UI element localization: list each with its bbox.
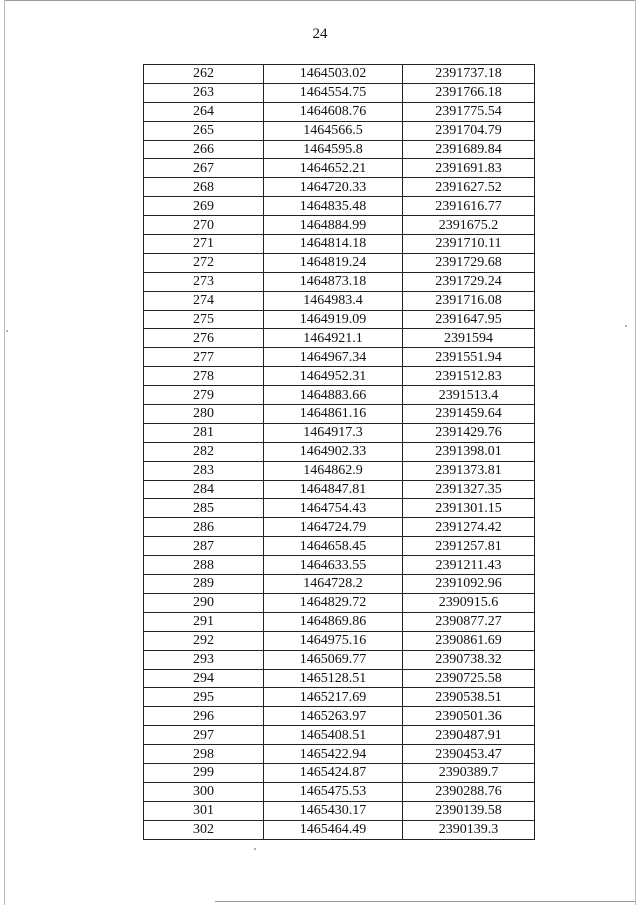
x-coordinate-cell: 1464873.18	[264, 272, 403, 291]
x-coordinate-cell: 1464983.4	[264, 291, 403, 310]
x-coordinate-cell: 1465408.51	[264, 726, 403, 745]
point-number-cell: 283	[144, 461, 264, 480]
point-number-cell: 301	[144, 801, 264, 820]
point-number-cell: 262	[144, 65, 264, 84]
table-row	[144, 405, 535, 424]
x-coordinate-cell: 1465128.51	[264, 669, 403, 688]
y-coordinate-cell: 2390861.69	[403, 631, 535, 650]
table-row	[144, 178, 535, 197]
point-number-cell: 278	[144, 367, 264, 386]
x-coordinate-cell: 1465217.69	[264, 688, 403, 707]
point-number-cell: 281	[144, 423, 264, 442]
point-number-cell: 267	[144, 159, 264, 178]
table-row	[144, 235, 535, 254]
y-coordinate-cell: 2390487.91	[403, 726, 535, 745]
point-number-cell: 292	[144, 631, 264, 650]
y-coordinate-cell: 2390915.6	[403, 593, 535, 612]
x-coordinate-cell: 1464724.79	[264, 518, 403, 537]
y-coordinate-cell: 2391775.54	[403, 102, 535, 121]
coordinates-table-body	[144, 65, 535, 840]
table-row	[144, 348, 535, 367]
x-coordinate-cell: 1465263.97	[264, 707, 403, 726]
point-number-cell: 272	[144, 253, 264, 272]
x-coordinate-cell: 1465422.94	[264, 745, 403, 764]
x-coordinate-cell: 1464861.16	[264, 405, 403, 424]
y-coordinate-cell: 2391459.64	[403, 405, 535, 424]
table-row	[144, 216, 535, 235]
point-number-cell: 274	[144, 291, 264, 310]
y-coordinate-cell: 2391274.42	[403, 518, 535, 537]
point-number-cell: 291	[144, 612, 264, 631]
page-border-top	[4, 0, 636, 1]
y-coordinate-cell: 2391716.08	[403, 291, 535, 310]
table-row	[144, 707, 535, 726]
table-row	[144, 121, 535, 140]
x-coordinate-cell: 1464967.34	[264, 348, 403, 367]
point-number-cell: 273	[144, 272, 264, 291]
x-coordinate-cell: 1464975.16	[264, 631, 403, 650]
y-coordinate-cell: 2390453.47	[403, 745, 535, 764]
table-row	[144, 159, 535, 178]
x-coordinate-cell: 1464503.02	[264, 65, 403, 84]
point-number-cell: 302	[144, 820, 264, 839]
x-coordinate-cell: 1464847.81	[264, 480, 403, 499]
table-row	[144, 745, 535, 764]
point-number-cell: 276	[144, 329, 264, 348]
table-row	[144, 688, 535, 707]
point-number-cell: 297	[144, 726, 264, 745]
point-number-cell: 288	[144, 556, 264, 575]
y-coordinate-cell: 2391729.68	[403, 253, 535, 272]
point-number-cell: 280	[144, 405, 264, 424]
y-coordinate-cell: 2391627.52	[403, 178, 535, 197]
x-coordinate-cell: 1465475.53	[264, 782, 403, 801]
y-coordinate-cell: 2391766.18	[403, 83, 535, 102]
x-coordinate-cell: 1464566.5	[264, 121, 403, 140]
coordinates-table	[143, 64, 535, 840]
y-coordinate-cell: 2391616.77	[403, 197, 535, 216]
y-coordinate-cell: 2390139.3	[403, 820, 535, 839]
y-coordinate-cell: 2391327.35	[403, 480, 535, 499]
point-number-cell: 298	[144, 745, 264, 764]
table-row	[144, 272, 535, 291]
y-coordinate-cell: 2391429.76	[403, 423, 535, 442]
x-coordinate-cell: 1464829.72	[264, 593, 403, 612]
y-coordinate-cell: 2391691.83	[403, 159, 535, 178]
x-coordinate-cell: 1465430.17	[264, 801, 403, 820]
x-coordinate-cell: 1464633.55	[264, 556, 403, 575]
table-row	[144, 253, 535, 272]
y-coordinate-cell: 2390288.76	[403, 782, 535, 801]
table-row	[144, 575, 535, 594]
table-row	[144, 423, 535, 442]
table-row	[144, 518, 535, 537]
point-number-cell: 275	[144, 310, 264, 329]
x-coordinate-cell: 1464883.66	[264, 386, 403, 405]
x-coordinate-cell: 1465069.77	[264, 650, 403, 669]
y-coordinate-cell: 2390725.58	[403, 669, 535, 688]
page-border-right	[635, 0, 636, 905]
table-row	[144, 197, 535, 216]
table-row	[144, 537, 535, 556]
table-row	[144, 726, 535, 745]
x-coordinate-cell: 1465464.49	[264, 820, 403, 839]
table-row	[144, 140, 535, 159]
x-coordinate-cell: 1464835.48	[264, 197, 403, 216]
y-coordinate-cell: 2390538.51	[403, 688, 535, 707]
table-row	[144, 820, 535, 839]
y-coordinate-cell: 2391737.18	[403, 65, 535, 84]
x-coordinate-cell: 1464720.33	[264, 178, 403, 197]
table-row	[144, 650, 535, 669]
table-row	[144, 612, 535, 631]
point-number-cell: 296	[144, 707, 264, 726]
page-border-bottom	[215, 901, 635, 902]
x-coordinate-cell: 1465424.87	[264, 763, 403, 782]
x-coordinate-cell: 1464595.8	[264, 140, 403, 159]
x-coordinate-cell: 1464917.3	[264, 423, 403, 442]
y-coordinate-cell: 2390501.36	[403, 707, 535, 726]
table-row	[144, 593, 535, 612]
table-row	[144, 386, 535, 405]
y-coordinate-cell: 2391704.79	[403, 121, 535, 140]
table-row	[144, 801, 535, 820]
y-coordinate-cell: 2391092.96	[403, 575, 535, 594]
point-number-cell: 294	[144, 669, 264, 688]
scan-speck	[6, 330, 8, 332]
y-coordinate-cell: 2391512.83	[403, 367, 535, 386]
page-border-left	[4, 0, 5, 905]
x-coordinate-cell: 1464884.99	[264, 216, 403, 235]
x-coordinate-cell: 1464814.18	[264, 235, 403, 254]
x-coordinate-cell: 1464652.21	[264, 159, 403, 178]
y-coordinate-cell: 2391689.84	[403, 140, 535, 159]
point-number-cell: 290	[144, 593, 264, 612]
y-coordinate-cell: 2390738.32	[403, 650, 535, 669]
table-row	[144, 83, 535, 102]
x-coordinate-cell: 1464554.75	[264, 83, 403, 102]
y-coordinate-cell: 2391710.11	[403, 235, 535, 254]
point-number-cell: 299	[144, 763, 264, 782]
point-number-cell: 282	[144, 442, 264, 461]
table-row	[144, 782, 535, 801]
y-coordinate-cell: 2391373.81	[403, 461, 535, 480]
point-number-cell: 286	[144, 518, 264, 537]
point-number-cell: 263	[144, 83, 264, 102]
y-coordinate-cell: 2390877.27	[403, 612, 535, 631]
x-coordinate-cell: 1464862.9	[264, 461, 403, 480]
y-coordinate-cell: 2391301.15	[403, 499, 535, 518]
x-coordinate-cell: 1464952.31	[264, 367, 403, 386]
table-row	[144, 631, 535, 650]
x-coordinate-cell: 1464869.86	[264, 612, 403, 631]
point-number-cell: 277	[144, 348, 264, 367]
x-coordinate-cell: 1464902.33	[264, 442, 403, 461]
point-number-cell: 266	[144, 140, 264, 159]
scan-speck	[625, 325, 627, 327]
scan-speck	[254, 848, 256, 850]
table-row	[144, 461, 535, 480]
point-number-cell: 268	[144, 178, 264, 197]
table-row	[144, 367, 535, 386]
point-number-cell: 279	[144, 386, 264, 405]
table-row	[144, 556, 535, 575]
point-number-cell: 270	[144, 216, 264, 235]
y-coordinate-cell: 2391551.94	[403, 348, 535, 367]
y-coordinate-cell: 2391513.4	[403, 386, 535, 405]
point-number-cell: 271	[144, 235, 264, 254]
table-row	[144, 763, 535, 782]
point-number-cell: 300	[144, 782, 264, 801]
point-number-cell: 293	[144, 650, 264, 669]
table-row	[144, 102, 535, 121]
point-number-cell: 287	[144, 537, 264, 556]
y-coordinate-cell: 2391257.81	[403, 537, 535, 556]
y-coordinate-cell: 2391594	[403, 329, 535, 348]
y-coordinate-cell: 2391211.43	[403, 556, 535, 575]
y-coordinate-cell: 2391729.24	[403, 272, 535, 291]
y-coordinate-cell: 2390139.58	[403, 801, 535, 820]
point-number-cell: 285	[144, 499, 264, 518]
point-number-cell: 269	[144, 197, 264, 216]
x-coordinate-cell: 1464819.24	[264, 253, 403, 272]
table-row	[144, 65, 535, 84]
table-row	[144, 329, 535, 348]
table-row	[144, 442, 535, 461]
x-coordinate-cell: 1464608.76	[264, 102, 403, 121]
table-row	[144, 310, 535, 329]
table-row	[144, 480, 535, 499]
page-number: 24	[312, 26, 328, 42]
point-number-cell: 264	[144, 102, 264, 121]
point-number-cell: 295	[144, 688, 264, 707]
y-coordinate-cell: 2391647.95	[403, 310, 535, 329]
y-coordinate-cell: 2391398.01	[403, 442, 535, 461]
table-row	[144, 499, 535, 518]
point-number-cell: 289	[144, 575, 264, 594]
y-coordinate-cell: 2390389.7	[403, 763, 535, 782]
point-number-cell: 284	[144, 480, 264, 499]
y-coordinate-cell: 2391675.2	[403, 216, 535, 235]
point-number-cell: 265	[144, 121, 264, 140]
x-coordinate-cell: 1464921.1	[264, 329, 403, 348]
table-row	[144, 669, 535, 688]
x-coordinate-cell: 1464754.43	[264, 499, 403, 518]
x-coordinate-cell: 1464728.2	[264, 575, 403, 594]
x-coordinate-cell: 1464919.09	[264, 310, 403, 329]
x-coordinate-cell: 1464658.45	[264, 537, 403, 556]
table-row	[144, 291, 535, 310]
